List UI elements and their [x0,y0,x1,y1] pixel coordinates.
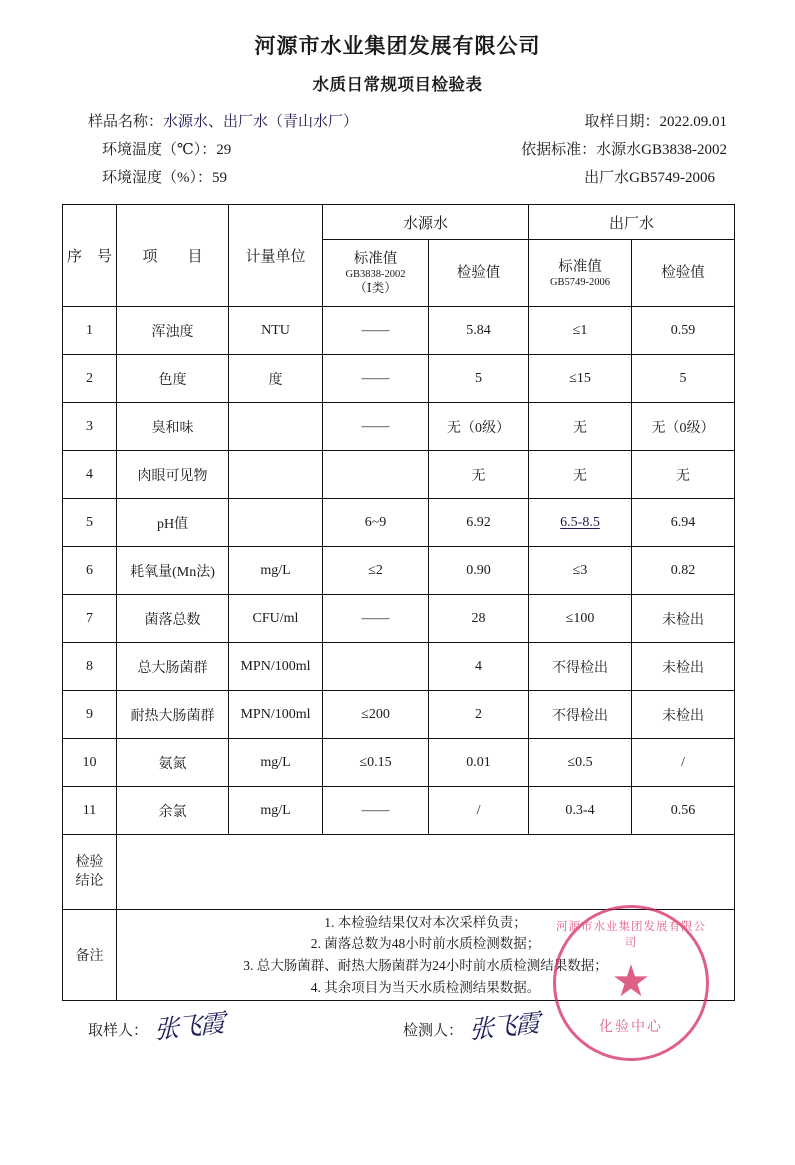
cell-no: 5 [63,499,117,547]
remark-line: 2. 菌落总数为48小时前水质检测数据； [310,936,541,952]
cell-val-source: / [429,787,529,835]
meta-row-temperature [88,137,727,165]
cell-std-source [323,451,429,499]
cell-unit: 度 [229,355,323,403]
cell-std-source: —— [323,355,429,403]
table-row [63,355,735,403]
sample-date-group [584,109,727,137]
cell-no: 2 [63,355,117,403]
sample-name-group [88,109,358,137]
header-unit: 计量单位 [229,205,323,307]
cell-unit: NTU [229,307,323,355]
remark-body [117,910,735,1001]
cell-unit: MPN/100ml [229,691,323,739]
conclusion-row [63,835,735,910]
cell-unit: mg/L [229,739,323,787]
table-row [63,787,735,835]
cell-std-source [323,643,429,691]
cell-val-source: 0.90 [429,547,529,595]
table-row [63,595,735,643]
cell-item: 色度 [117,355,229,403]
cell-val-finished: 无（0级） [632,403,735,451]
cell-no: 11 [63,787,117,835]
sample-name-value: 水源水、出厂水（青山水厂） [163,114,359,130]
header-no: 序 号 [63,205,117,307]
cell-val-source: 6.92 [429,499,529,547]
signature-row [0,1010,795,1045]
cell-std-finished: 不得检出 [529,643,632,691]
tester-signature: 张飞霞 [469,1010,538,1045]
seal-outer-text: 河源市水业集团发展有限公司 [556,921,706,949]
cell-val-finished: 0.82 [632,547,735,595]
header-standard-source-class: （Ⅰ类） [354,281,397,296]
water-quality-table [62,204,735,1001]
header-standard-finished-sub: GB5749-2006 [549,276,611,288]
cell-item: 耐热大肠菌群 [117,691,229,739]
remark-label: 备注 [63,910,117,1001]
table-row [63,547,735,595]
cell-std-finished: 不得检出 [529,691,632,739]
cell-std-finished: 6.5-8.5 [529,499,632,547]
cell-val-source: 4 [429,643,529,691]
cell-std-finished: ≤1 [529,307,632,355]
header-item: 项 目 [117,205,229,307]
cell-val-finished: 0.59 [632,307,735,355]
cell-item: 臭和味 [117,403,229,451]
cell-val-source: 28 [429,595,529,643]
header-standard-source-sub: GB3838-2002 [345,268,406,280]
cell-unit [229,451,323,499]
remark-line: 4. 其余项目为当天水质检测结果数据。 [310,980,541,996]
cell-std-source: ≤0.15 [323,739,429,787]
cell-item: 菌落总数 [117,595,229,643]
cell-std-finished: 无 [529,451,632,499]
company-title: 河源市水业集团发展有限公司 [254,34,541,58]
table-row [63,643,735,691]
cell-item: 余氯 [117,787,229,835]
cell-std-source: —— [323,307,429,355]
document-title: 水质日常规项目检验表 [312,75,483,94]
cell-val-source: 0.01 [429,739,529,787]
cell-val-source: 5.84 [429,307,529,355]
cell-unit: MPN/100ml [229,643,323,691]
cell-item: 总大肠菌群 [117,643,229,691]
standard-group [521,137,727,165]
metadata-block [0,109,795,192]
table-row [63,499,735,547]
cell-item: 浑浊度 [117,307,229,355]
cell-std-source: 6~9 [323,499,429,547]
humidity-label: 环境湿度（%）： [102,169,212,186]
sampler-signature: 张飞霞 [154,1010,223,1045]
cell-no: 3 [63,403,117,451]
cell-no: 8 [63,643,117,691]
temperature-value: 29 [216,141,232,158]
cell-std-finished: 0.3-4 [529,787,632,835]
cell-val-finished: / [632,739,735,787]
cell-val-finished: 未检出 [632,595,735,643]
cell-no: 6 [63,547,117,595]
cell-unit [229,499,323,547]
cell-val-source: 无 [429,451,529,499]
table-row [63,307,735,355]
cell-no: 10 [63,739,117,787]
cell-val-finished: 未检出 [632,691,735,739]
cell-std-source: ≤2 [323,547,429,595]
header-standard-finished [529,240,632,307]
standard-value-finished: 出厂水GB5749-2006 [584,169,715,186]
cell-no: 7 [63,595,117,643]
conclusion-label-line2: 结论 [75,874,104,890]
tester-group [403,1010,538,1045]
remark-row [63,910,735,1001]
cell-std-source: —— [323,595,429,643]
cell-std-source: —— [323,787,429,835]
cell-no: 1 [63,307,117,355]
cell-unit: CFU/ml [229,595,323,643]
cell-item: 耗氧量(Mn法) [117,547,229,595]
sample-date-label: 取样日期： [584,114,660,130]
cell-std-finished: ≤0.5 [529,739,632,787]
sampler-label: 取样人： [88,1022,149,1039]
cell-no: 4 [63,451,117,499]
cell-val-finished: 5 [632,355,735,403]
conclusion-label-line1: 检验 [75,854,104,870]
table-row [63,739,735,787]
cell-item: 氨氮 [117,739,229,787]
meta-row-humidity [88,165,727,193]
humidity-group [102,165,227,193]
conclusion-value [117,835,735,910]
cell-val-source: 5 [429,355,529,403]
table-row [63,691,735,739]
tester-label: 检测人： [403,1022,464,1039]
cell-std-finished: 无 [529,403,632,451]
table-row [63,403,735,451]
header-group-finished-water: 出厂水 [529,205,735,240]
cell-val-finished: 未检出 [632,643,735,691]
table-row [63,451,735,499]
remark-line: 1. 本检验结果仅对本次采样负责； [324,914,527,930]
star-icon: ★ [611,957,651,1007]
header-standard-source-main: 标准值 [353,250,398,267]
cell-unit: mg/L [229,787,323,835]
cell-unit [229,403,323,451]
cell-std-finished: ≤15 [529,355,632,403]
meta-row-sample [88,109,727,137]
cell-val-finished: 0.56 [632,787,735,835]
table-group-header-row [63,205,735,240]
sampler-group [88,1010,223,1045]
cell-std-source: —— [323,403,429,451]
cell-item: 肉眼可见物 [117,451,229,499]
report-table-wrapper [62,204,733,1001]
header-standard-finished-main: 标准值 [558,258,602,275]
cell-val-finished: 无 [632,451,735,499]
standard-value-source: 水源水GB3838-2002 [596,141,727,158]
conclusion-label [63,835,117,910]
cell-no: 9 [63,691,117,739]
temperature-label: 环境温度（℃）： [102,141,217,158]
seal-center-text: 化验中心 [599,1020,663,1035]
cell-item: pH值 [117,499,229,547]
header-group-source-water: 水源水 [323,205,529,240]
cell-val-finished: 6.94 [632,499,735,547]
remark-line: 3. 总大肠菌群、耐热大肠菌群为24小时前水质检测结果数据； [243,958,608,974]
sample-date-value: 2022.09.01 [659,114,727,130]
sample-name-label: 样品名称： [88,114,164,130]
header-value-source: 检验值 [429,240,529,307]
temperature-group [102,137,231,165]
cell-val-source: 2 [429,691,529,739]
humidity-value: 59 [212,169,227,186]
header-value-finished: 检验值 [632,240,735,307]
cell-std-source: ≤200 [323,691,429,739]
cell-val-source: 无（0级） [429,403,529,451]
cell-std-finished: ≤100 [529,595,632,643]
header-standard-source [323,240,429,307]
document-page [0,30,795,1165]
cell-std-finished: ≤3 [529,547,632,595]
cell-unit: mg/L [229,547,323,595]
standard-label: 依据标准： [521,141,597,158]
